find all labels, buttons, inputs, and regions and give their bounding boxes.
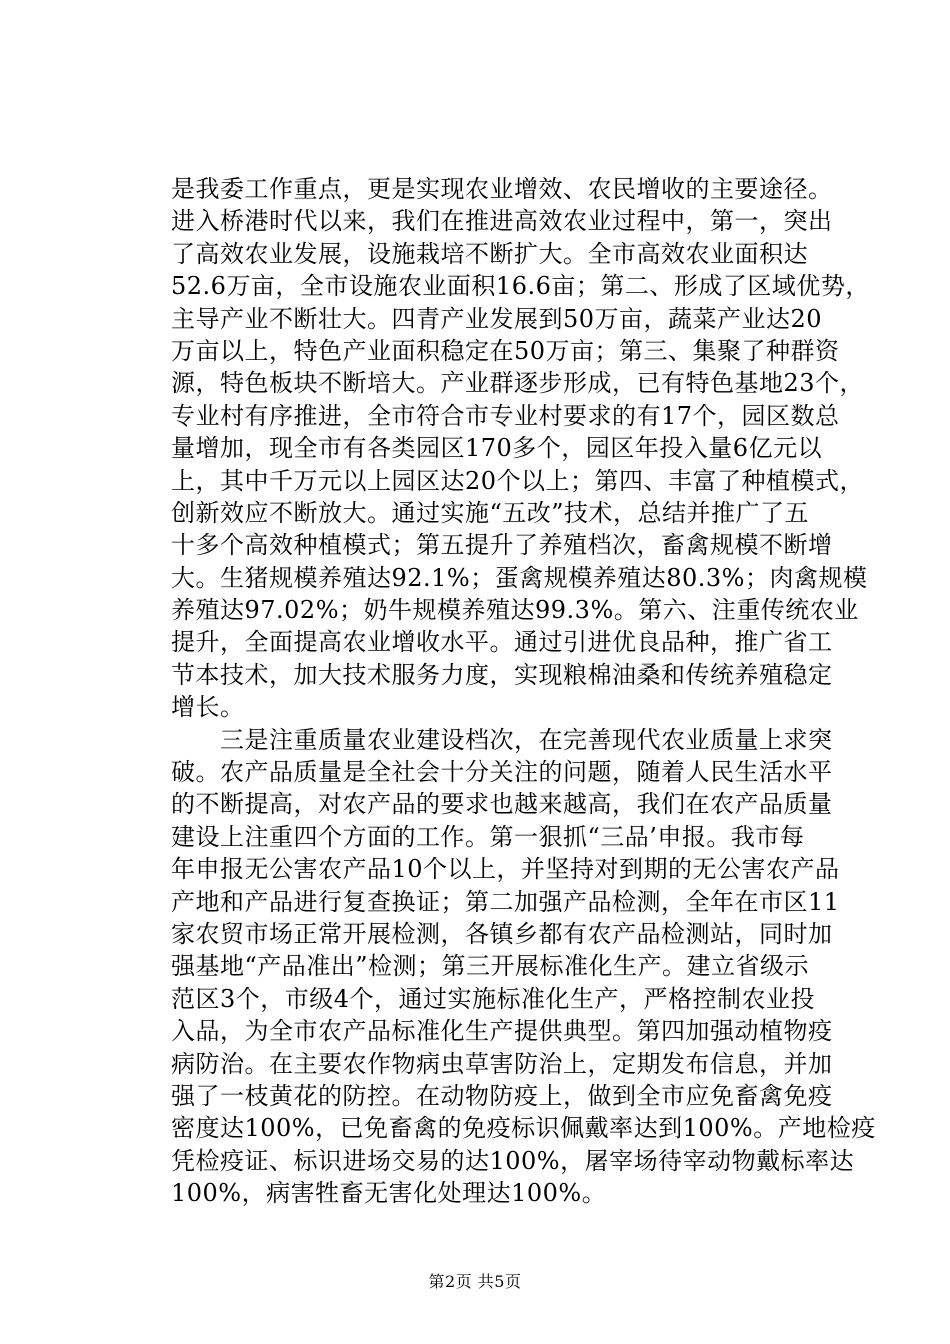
text-line: 专业村有序推进，全市符合市专业村要求的有17个，园区数总 [171, 401, 840, 430]
text-line: 源，特色板块不断培大。产业群逐步形成，已有特色基地23个， [171, 369, 865, 398]
text-line: 强基地“产品准出”检测；第三开展标准化生产。建立省级示 [171, 952, 810, 981]
text-line: 年申报无公害农产品10个以上，并坚持对到期的无公害农产品 [171, 855, 840, 884]
text-line: 病防治。在主要农作物病虫草害防治上，定期发布信息，并加 [171, 1049, 833, 1078]
text-line: 提升，全面提高农业增收水平。通过引进优良品种，推广省工 [171, 628, 833, 657]
page-number-footer: 第2页 共5页 [428, 1272, 522, 1291]
text-line: 增长。 [171, 693, 245, 722]
text-line: 创新效应不断放大。通过实施“五改”技术，总结并推广了五 [171, 498, 810, 527]
text-line: 进入桥港时代以来，我们在推进高效农业过程中，第一，突出 [171, 207, 833, 236]
text-line: 养殖达97.02%；奶牛规模养殖达99.3%。第六、注重传统农业 [171, 596, 859, 625]
text-line: 凭检疫证、标识进场交易的达100%，屠宰场待宰动物戴标率达 [171, 1146, 855, 1175]
text-line: 十多个高效种植模式；第五提升了养殖档次，畜禽规模不断增 [171, 531, 833, 560]
text-line: 节本技术，加大技术服务力度，实现粮棉油桑和传统养殖稳定 [171, 660, 833, 689]
text-line: 是我委工作重点，更是实现农业增效、农民增收的主要途径。 [171, 175, 833, 203]
text-line: 量增加，现全市有各类园区170多个，园区年投入量6亿元以 [171, 434, 823, 463]
text-line: 入品，为全市农产品标准化生产提供典型。第四加强动植物疫 [171, 1017, 833, 1046]
text-line: 家农贸市场正常开展检测，各镇乡都有农产品检测站，同时加 [171, 919, 833, 948]
text-line: 密度达100%，已免畜禽的免疫标识佩戴率达到100%。产地检疫 [171, 1114, 876, 1143]
text-line: 大。生猪规模养殖达92.1%；蛋禽规模养殖达80.3%；肉禽规模 [171, 563, 868, 592]
text-line: 100%，病害牲畜无害化处理达100%。 [171, 1179, 607, 1208]
text-line: 的不断提高，对农产品的要求也越来越高，我们在农产品质量 [171, 790, 833, 819]
text-line: 52.6万亩，全市设施农业面积16.6亩；第二、形成了区域优势， [171, 272, 870, 301]
text-line: 上，其中千万元以上园区达20个以上；第四、丰富了种植模式， [171, 466, 865, 495]
text-line: 万亩以上，特色产业面积稳定在50万亩；第三、集聚了种群资 [171, 336, 840, 365]
text-line: 建设上注重四个方面的工作。第一狠抓“三品’申报。我市每 [171, 822, 805, 851]
text-line: 了高效农业发展，设施栽培不断扩大。全市高效农业面积达 [171, 239, 808, 268]
text-line: 产地和产品进行复查换证；第二加强产品检测，全年在市区11 [171, 887, 840, 916]
text-line: 强了一枝黄花的防控。在动物防疫上，做到全市应免畜禽免疫 [171, 1081, 833, 1110]
text-line: 破。农产品质量是全社会十分关注的问题，随着人民生活水平 [171, 758, 833, 787]
text-line: 范区3个，市级4个，通过实施标准化生产，严格控制农业投 [171, 984, 816, 1013]
text-line: 三是注重质量农业建设档次，在完善现代农业质量上求突 [171, 725, 833, 754]
document-body [171, 173, 876, 1210]
text-line: 主导产业不断壮大。四青产业发展到50万亩，蔬菜产业达20 [171, 304, 823, 333]
